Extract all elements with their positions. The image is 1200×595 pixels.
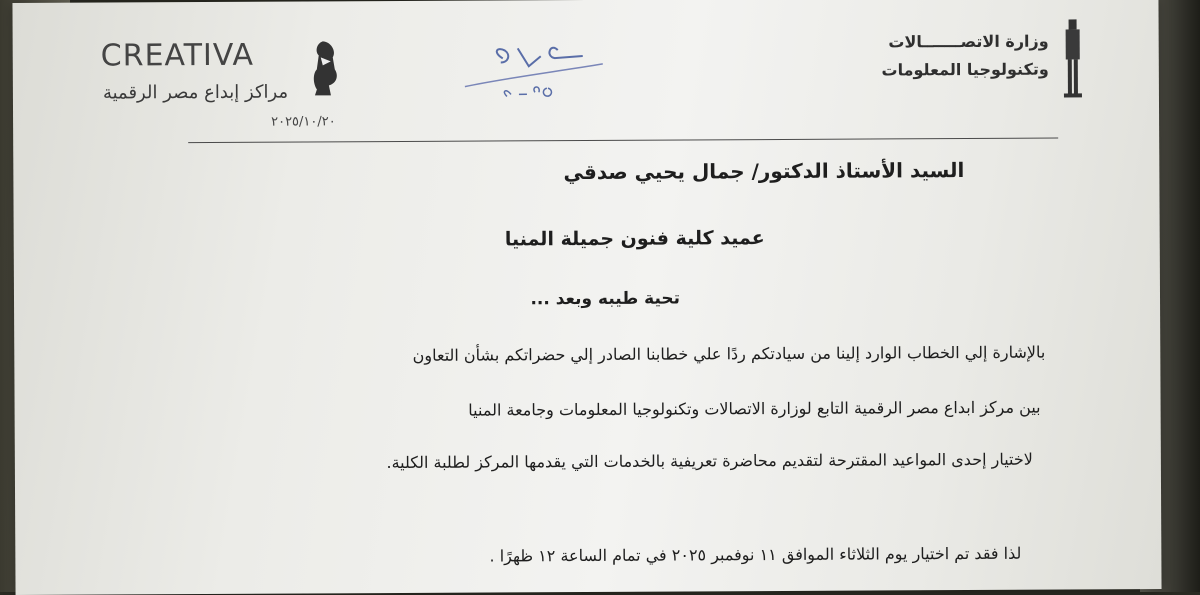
brand-subtitle: مراكز إبداع مصر الرقمية [102,81,289,104]
handwritten-signature [463,38,613,109]
creativa-logo [101,37,341,118]
document-page [12,0,1161,595]
paragraph-line-3: لاختيار إحدى المواعيد المقترحة لتقديم محاضرة تعريفية بالخدمات التي يقدمها المركز لطلبة الكلية. [386,449,1033,473]
paragraph-line-2: بين مركز ابداع مصر الرقمية التابع لوزارة الاتصالات وتكنولوجيا المعلومات وجامعة المنيا [468,397,1041,420]
ministry-line-1: وزارة الاتصـــــــالات [888,31,1049,52]
ministry-line-2: وتكنولوجيا المعلومات [881,59,1049,80]
letter-date: ٢٠٢٥/١٠/٢٠ [271,114,336,130]
paragraph-line-1: بالإشارة إلي الخطاب الوارد إلينا من سيادتكم ردًا علي خطابنا الصادر إلي حضراتكم بشأن التعاون [412,342,1046,365]
header-divider [188,138,1058,144]
ministry-name [839,28,1049,85]
greeting: تحية طيبه وبعد ... [530,288,681,310]
closing-line: لذا فقد تم اختيار يوم الثلاثاء الموافق ١١ نوفمبر ٢٠٢٥ في تمام الساعة ١٢ ظهرًا . [489,543,1022,566]
brand-name: CREATIVA [100,37,255,74]
addressee-title: عميد كلية فنون جميلة المنيا [504,227,765,251]
addressee-name: السيد الأستاذ الدكتور/ جمال يحيي صدقي [563,158,965,185]
ministry-emblem-icon [1062,15,1084,99]
pharaoh-figure-icon [309,39,343,97]
